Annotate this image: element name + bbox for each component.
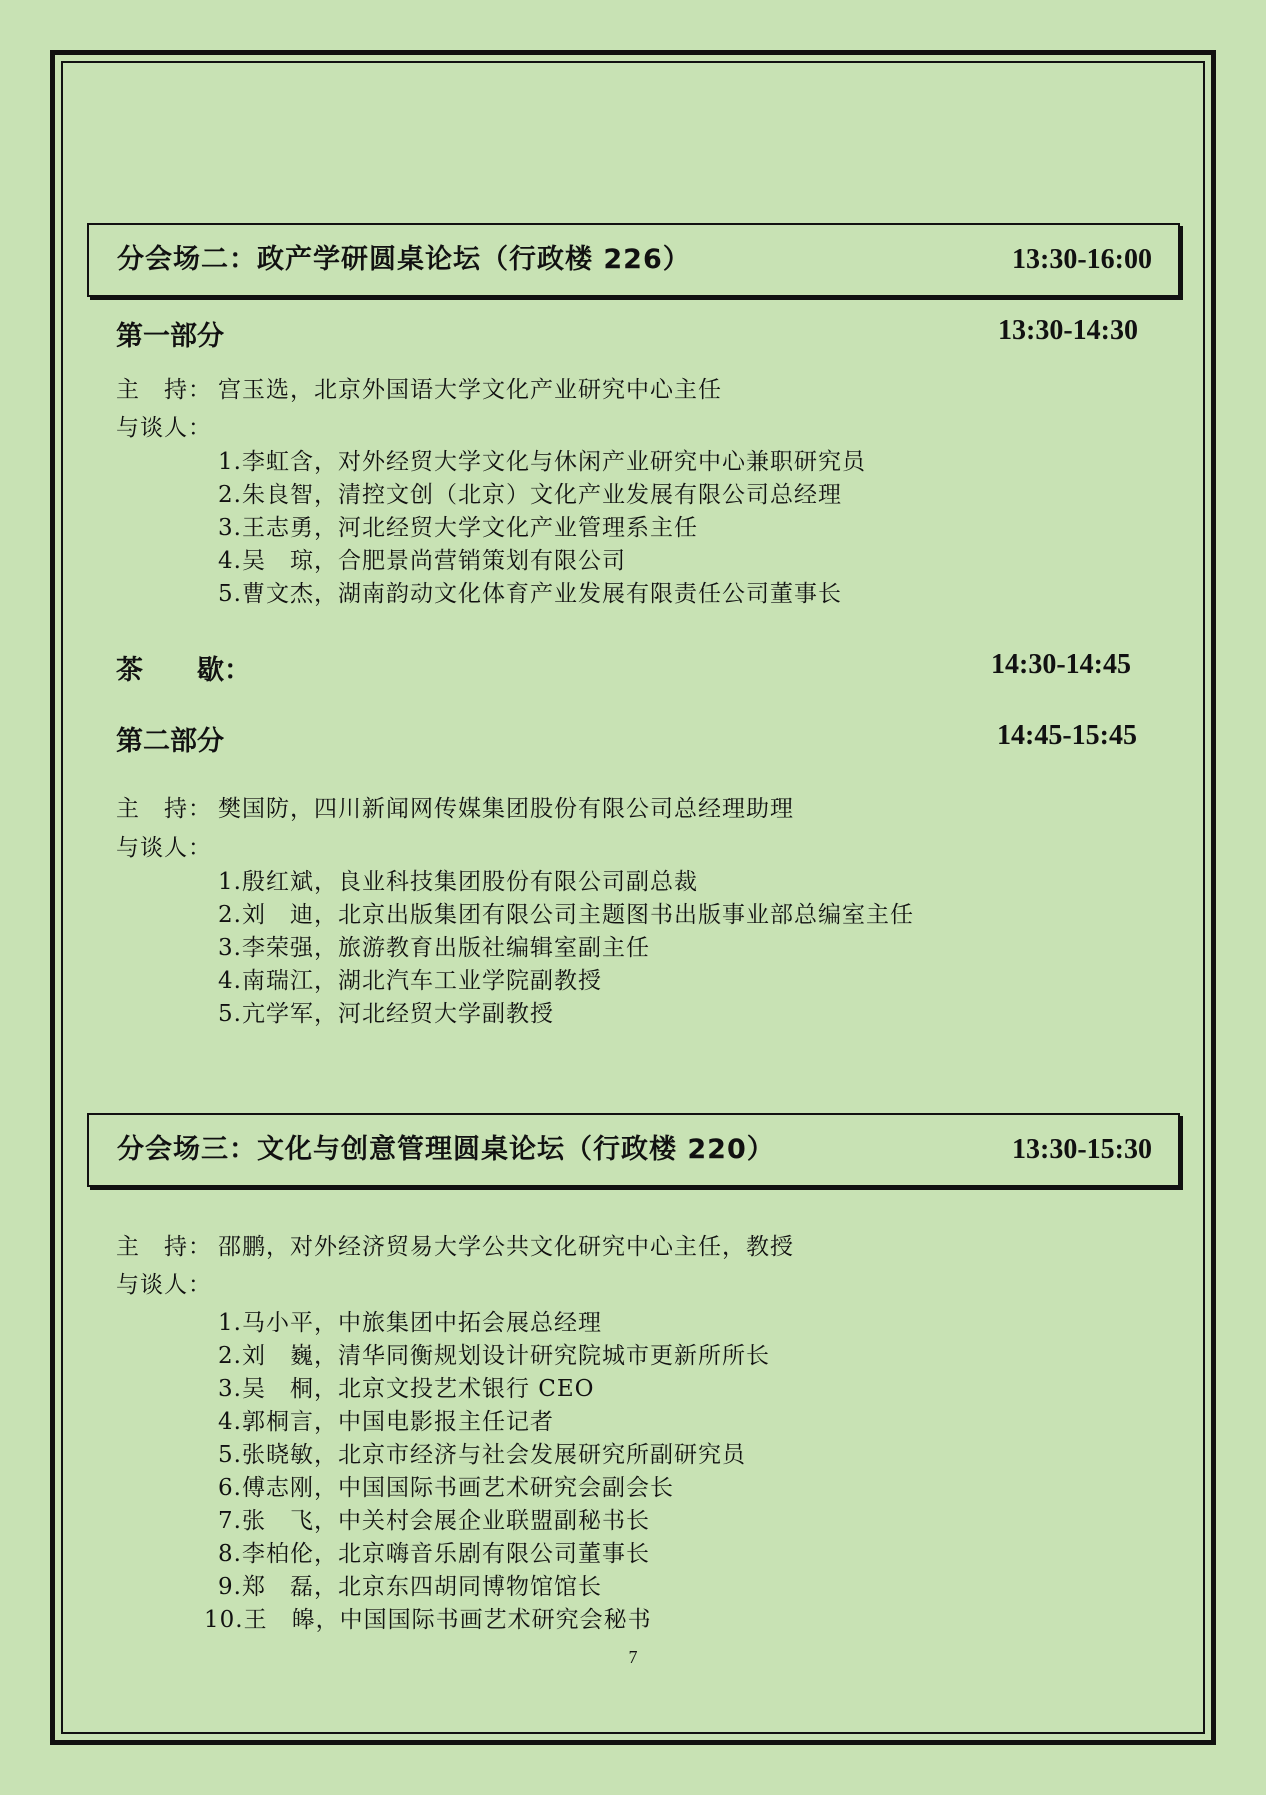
part1-panelist-4: 4.吴 琼，合肥景尚营销策划有限公司	[218, 548, 626, 574]
part2-panelist-2: 2.刘 迪，北京出版集团有限公司主题图书出版事业部总编室主任	[218, 902, 914, 928]
part1-heading: 第一部分	[116, 321, 224, 352]
session3-panelist-9: 9.郑 磊，北京东四胡同博物馆馆长	[218, 1574, 602, 1600]
page-number: 7	[628, 1647, 638, 1667]
part1-host: 宫玉选，北京外国语大学文化产业研究中心主任	[218, 377, 722, 403]
part1-time: 13:30-14:30	[998, 315, 1138, 346]
part1-panelist-2: 2.朱良智，清控文创（北京）文化产业发展有限公司总经理	[218, 482, 842, 508]
session3-host-label: 主 持：	[116, 1234, 212, 1260]
part2-heading: 第二部分	[116, 726, 224, 757]
part2-panelist-5: 5.亢学军，河北经贸大学副教授	[218, 1001, 554, 1027]
part2-panelist-3: 3.李荣强，旅游教育出版社编辑室副主任	[218, 935, 650, 961]
session3-panelist-8: 8.李柏伦，北京嗨音乐剧有限公司董事长	[218, 1541, 650, 1567]
session3-panelist-4: 4.郭桐言，中国电影报主任记者	[218, 1409, 554, 1435]
part2-panel-label: 与谈人：	[116, 835, 212, 861]
session3-host: 邵鹏，对外经济贸易大学公共文化研究中心主任，教授	[218, 1234, 794, 1260]
part1-panel-label: 与谈人：	[116, 415, 212, 441]
session3-panelist-10: 10.王 皞，中国国际书画艺术研究会秘书	[204, 1607, 652, 1633]
tea-break-time: 14:30-14:45	[991, 649, 1131, 680]
session3-panelist-5: 5.张晓敏，北京市经济与社会发展研究所副研究员	[218, 1442, 746, 1468]
session3-panel-label: 与谈人：	[116, 1272, 212, 1298]
session3-panelist-6: 6.傅志刚，中国国际书画艺术研究会副会长	[218, 1475, 674, 1501]
session3-panelist-7: 7.张 飞，中关村会展企业联盟副秘书长	[218, 1508, 650, 1534]
part1-panelist-3: 3.王志勇，河北经贸大学文化产业管理系主任	[218, 515, 698, 541]
part1-panelist-1: 1.李虹含，对外经贸大学文化与休闲产业研究中心兼职研究员	[218, 449, 866, 475]
part2-panelist-1: 1.殷红斌，良业科技集团股份有限公司副总裁	[218, 869, 698, 895]
part1-panelist-5: 5.曹文杰，湖南韵动文化体育产业发展有限责任公司董事长	[218, 581, 842, 607]
part2-host-label: 主 持：	[116, 796, 212, 822]
part2-host: 樊国防，四川新闻网传媒集团股份有限公司总经理助理	[218, 796, 794, 822]
tea-break-label: 茶 歇：	[116, 655, 251, 686]
part2-time: 14:45-15:45	[997, 720, 1137, 751]
session2-header	[87, 223, 1180, 297]
session3-header	[87, 1113, 1180, 1187]
session3-time: 13:30-15:30	[1012, 1134, 1152, 1165]
part2-panelist-4: 4.南瑞江，湖北汽车工业学院副教授	[218, 968, 602, 994]
session2-time: 13:30-16:00	[1012, 244, 1152, 275]
session3-panelist-3: 3.吴 桐，北京文投艺术银行 CEO	[218, 1376, 595, 1402]
session3-panelist-1: 1.马小平，中旅集团中拓会展总经理	[218, 1310, 602, 1336]
part1-host-label: 主 持：	[116, 377, 212, 403]
session3-title: 分会场三：文化与创意管理圆桌论坛（行政楼 220）	[117, 1134, 775, 1165]
session2-title: 分会场二：政产学研圆桌论坛（行政楼 226）	[117, 244, 691, 275]
session3-panelist-2: 2.刘 巍，清华同衡规划设计研究院城市更新所所长	[218, 1343, 770, 1369]
